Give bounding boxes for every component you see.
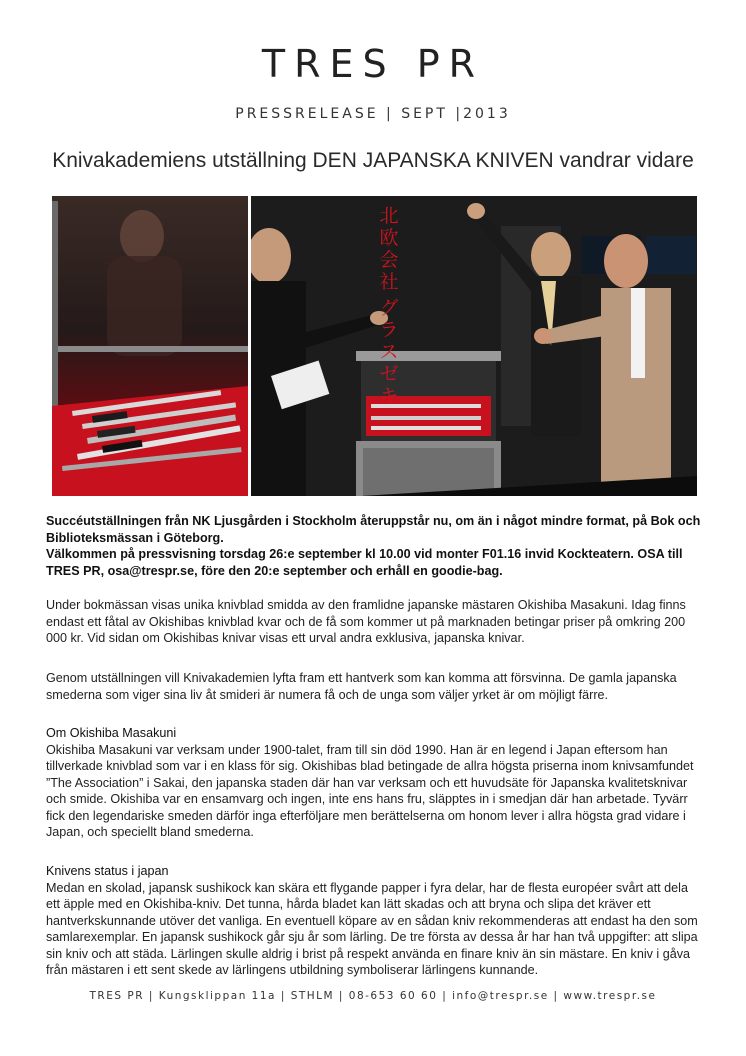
section-text: Medan en skolad, japansk sushikock kan skära ett flygande papper i fyra delar, har de flesta européer svårt att dela ett äpple med en Okishiba-kniv. Det tunna, hårda bladet kan lätt skadas och att bryna och slipa det kräver ett hantverkskunnande utöver det vanliga. En eventuell köpare av en sådan kniv rekommenderas att endast ha den som samlarexemplar. En japansk sushikock går sju år som lärling. De tre första av dessa år har han två uppgifter: att slipa sin kniv och att städa. Lärlingen skulle aldrig i brist på respekt använda en finare kniv än sin mästare. En kniv i gåva från mästaren i ett sent skede av lärlingens utbildning symboliserar lärlingens kunnande.: [46, 880, 698, 977]
paragraph-4: [46, 670, 702, 703]
brand-title: TRES PR: [261, 42, 485, 86]
intro-paragraph-2: Välkommen på pressvisning torsdag 26:e september kl 10.00 vid monter F01.16 invid Kockteatern. OSA till TRES PR, osa@trespr.se, före den 20:e september och erhåll en goodie-bag.: [46, 547, 683, 578]
photo-exhibition-opening: [251, 196, 697, 496]
knife-display-illustration: [52, 196, 248, 496]
section-knife-status: [46, 863, 702, 979]
exhibition-illustration: [251, 196, 697, 496]
body-paragraph: Genom utställningen vill Knivakademien lyfta fram ett hantverk som kan komma att försvinna. De gamla japanska smederna som viger sina liv åt smideri är numera få och de unga som väljer yrket är om möjligt färre.: [46, 671, 677, 702]
intro-block: [46, 513, 702, 579]
kanji-char: ラ: [379, 319, 399, 341]
section-title: Om Okishiba Masakuni: [46, 726, 177, 740]
kanji-char: 社: [379, 271, 399, 293]
page-headline: Knivakademiens utställning DEN JAPANSKA KNIVEN vandrar vidare: [52, 149, 694, 172]
kanji-char: 会: [379, 249, 399, 271]
kanji-char: ス: [379, 341, 399, 363]
page-footer: TRES PR | Kungsklippan 11a | STHLM | 08-653 60 60 | info@trespr.se | www.trespr.se: [89, 990, 657, 1002]
section-okishiba: [46, 725, 702, 841]
body-paragraph: Under bokmässan visas unika knivblad smidda av den framlidne japanske mästaren Okishiba Masakuni. Idag finns endast ett fåtal av Okishibas knivblad kvar och de få som kommer ut på marknaden betingar priser på omkring 200 000 kr. Vid sidan om Okishibas knivar visas ett urval andra exklusiva, japanska knivar.: [46, 598, 686, 645]
photo-collage: [52, 196, 697, 496]
release-subline: PRESSRELEASE | SEPT |2013: [235, 106, 511, 122]
kanji-char: ゼ: [379, 363, 399, 385]
section-title: Knivens status i japan: [46, 864, 169, 878]
paragraph-3: [46, 597, 702, 647]
kanji-char: グ: [379, 297, 399, 319]
photo-knife-display: [52, 196, 248, 496]
kanji-char: キ: [379, 385, 399, 407]
section-text: Okishiba Masakuni var verksam under 1900-talet, fram till sin död 1990. Han är en legend i Japan eftersom han tillverkade knivblad som var i en klass för sig. Okishibas blad betingade de allra högsta priserna inom knivsamfundet ”The Association” i Sakai, den japanska staden där han var verksam och ett huvudsäte för Japanska kvalitetsknivar och smide. Okishiba var en ensamvarg och ingen, inte ens hans fru, släpptes in i smedjan där han arbetade. Tyvärr fick den legendariske smeden därför inga efterföljare men berättelserna om honom lever i allra högsta grad vidare i Japan, och speciellt bland smederna.: [46, 742, 694, 839]
kanji-char: 欧: [379, 227, 399, 249]
kanji-char: 北: [379, 205, 399, 227]
intro-paragraph-1: Succéutställningen från NK Ljusgården i Stockholm återuppstår nu, om än i något mindre format, på Bok och Biblioteksmässan i Göteborg.: [46, 514, 701, 545]
